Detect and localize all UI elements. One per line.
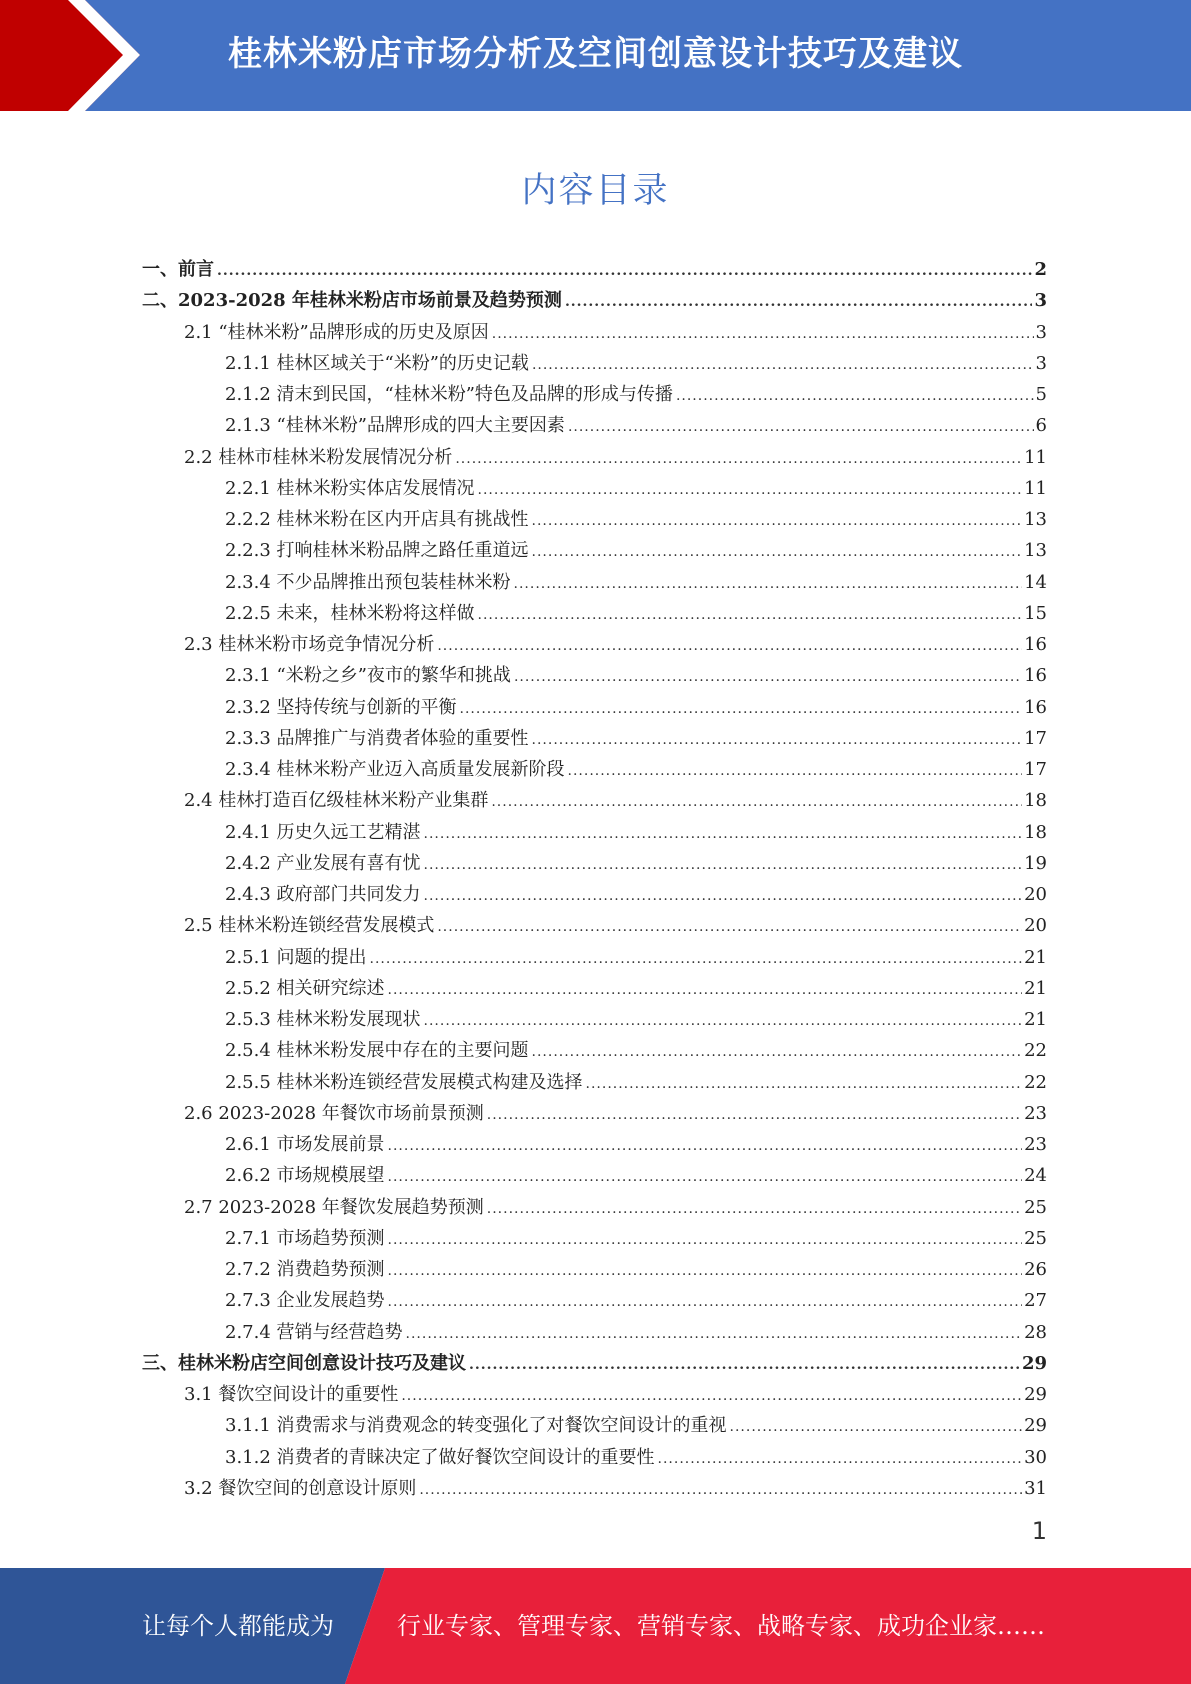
toc-entry-label: 2.3.4 不少品牌推出预包装桂林米粉 <box>225 571 511 593</box>
header-arrow-decoration <box>0 0 150 111</box>
toc-entry-label: 2.2 桂林市桂林米粉发展情况分析 <box>184 446 453 468</box>
toc-entry-label: 3.2 餐饮空间的创意设计原则 <box>184 1477 417 1499</box>
toc-entry-page: 11 <box>1024 446 1047 468</box>
toc-entry[interactable] <box>142 504 1047 535</box>
toc-entry[interactable] <box>142 973 1047 1004</box>
toc-entry[interactable] <box>142 410 1047 441</box>
toc-dot-leader <box>487 1100 1022 1129</box>
toc-entry-page: 22 <box>1024 1040 1047 1062</box>
toc-dot-leader <box>514 662 1022 691</box>
toc-dot-leader <box>514 569 1023 598</box>
toc-entry-page: 21 <box>1024 977 1047 999</box>
toc-entry-page: 26 <box>1024 1259 1047 1280</box>
toc-entry[interactable] <box>142 1035 1047 1066</box>
toc-dot-leader <box>388 1162 1023 1191</box>
toc-dot-leader <box>565 287 1033 316</box>
toc-dot-leader <box>568 756 1023 785</box>
toc-entry[interactable] <box>142 692 1047 723</box>
toc-entry-page: 18 <box>1024 790 1047 812</box>
toc-entry[interactable] <box>142 348 1047 379</box>
toc-dot-leader <box>388 1256 1023 1285</box>
toc-entry-label: 2.3.1 “米粉之乡”夜市的繁华和挑战 <box>225 665 511 687</box>
toc-entry[interactable] <box>142 1098 1047 1129</box>
toc-entry-label: 2.7.3 企业发展趋势 <box>225 1290 385 1312</box>
toc-entry-page: 27 <box>1024 1290 1047 1312</box>
toc-entry-label: 二、2023-2028 年桂林米粉店市场前景及趋势预测 <box>142 290 562 312</box>
toc-entry-label: 2.1 “桂林米粉”品牌形成的历史及原因 <box>184 321 489 343</box>
footer-slogan-left: 让每个人都能成为 <box>142 1612 334 1640</box>
toc-entry[interactable] <box>142 598 1047 629</box>
toc-entry[interactable] <box>142 442 1047 473</box>
toc-entry-label: 3.1 餐饮空间设计的重要性 <box>184 1384 399 1405</box>
toc-entry-page: 3 <box>1034 290 1047 312</box>
toc-dot-leader <box>388 1131 1023 1160</box>
toc-dot-leader <box>424 881 1023 910</box>
toc-entry-page: 11 <box>1024 477 1047 499</box>
toc-entry-label: 2.4.2 产业发展有喜有忧 <box>225 852 421 874</box>
toc-dot-leader <box>532 725 1023 754</box>
footer-banner <box>0 1568 1191 1684</box>
table-of-contents <box>142 254 1047 1504</box>
toc-entry-label: 2.3 桂林米粉市场竞争情况分析 <box>184 634 435 655</box>
toc-entry-page: 3 <box>1035 321 1047 343</box>
toc-entry-label: 2.2.5 未来，桂林米粉将这样做 <box>225 602 475 624</box>
toc-entry-page: 21 <box>1024 1009 1047 1030</box>
toc-entry-page: 29 <box>1024 1415 1047 1437</box>
toc-dot-leader <box>424 850 1023 879</box>
toc-entry[interactable] <box>142 317 1047 348</box>
footer-slogan-right: 行业专家、管理专家、营销专家、战略专家、成功企业家…… <box>397 1612 1045 1640</box>
toc-entry-page: 14 <box>1024 571 1047 593</box>
toc-dot-leader <box>419 1475 1022 1504</box>
toc-entry-label: 2.5.5 桂林米粉连锁经营发展模式构建及选择 <box>225 1071 583 1093</box>
toc-dot-leader <box>437 631 1022 660</box>
toc-entry-label: 2.3.2 坚持传统与创新的平衡 <box>225 696 457 718</box>
toc-entry-label: 2.4.1 历史久远工艺精湛 <box>225 821 421 843</box>
toc-entry[interactable] <box>142 942 1047 973</box>
page-number: 1 <box>1031 1517 1047 1545</box>
toc-dot-leader <box>406 1319 1023 1348</box>
toc-entry-page: 23 <box>1024 1134 1047 1155</box>
toc-entry-label: 2.5.1 问题的提出 <box>225 946 367 968</box>
document-title: 桂林米粉店市场分析及空间创意设计技巧及建议 <box>228 34 963 74</box>
toc-dot-leader <box>532 350 1034 379</box>
toc-entry-page: 2 <box>1034 259 1047 280</box>
toc-entry-label: 3.1.2 消费者的青睐决定了做好餐饮空间设计的重要性 <box>225 1446 655 1468</box>
toc-entry[interactable] <box>142 629 1047 660</box>
toc-entry[interactable] <box>142 285 1047 316</box>
toc-entry-label: 2.2.3 打响桂林米粉品牌之路任重道远 <box>225 540 529 562</box>
toc-entry-label: 2.6 2023-2028 年餐饮市场前景预测 <box>184 1102 484 1124</box>
toc-entry-page: 31 <box>1024 1477 1047 1499</box>
toc-dot-leader <box>388 975 1023 1004</box>
toc-entry-label: 2.4 桂林打造百亿级桂林米粉产业集群 <box>184 790 489 812</box>
toc-dot-leader <box>469 1350 1020 1379</box>
toc-entry-label: 3.1.1 消费需求与消费观念的转变强化了对餐饮空间设计的重视 <box>225 1415 727 1437</box>
toc-entry-label: 2.7 2023-2028 年餐饮发展趋势预测 <box>184 1196 484 1218</box>
toc-entry[interactable] <box>142 785 1047 816</box>
header-banner <box>0 0 1191 111</box>
toc-entry-label: 2.5.3 桂林米粉发展现状 <box>225 1009 421 1030</box>
toc-dot-leader <box>460 694 1023 723</box>
toc-entry-page: 13 <box>1024 509 1047 530</box>
toc-entry-page: 5 <box>1035 384 1047 405</box>
toc-entry-label: 2.7.1 市场趋势预测 <box>225 1227 385 1249</box>
toc-entry-page: 17 <box>1024 759 1047 780</box>
toc-entry-page: 16 <box>1024 634 1047 655</box>
toc-entry-page: 3 <box>1035 352 1047 374</box>
toc-entry[interactable] <box>142 1129 1047 1160</box>
toc-entry-label: 2.6.2 市场规模展望 <box>225 1165 385 1187</box>
toc-dot-leader <box>388 1225 1023 1254</box>
toc-entry-label: 一、前言 <box>142 259 214 280</box>
toc-entry-page: 18 <box>1024 821 1047 843</box>
toc-entry[interactable] <box>142 535 1047 566</box>
toc-dot-leader <box>532 1037 1023 1066</box>
toc-dot-leader <box>532 506 1023 535</box>
toc-title: 内容目录 <box>521 171 670 211</box>
toc-entry-page: 6 <box>1035 415 1047 437</box>
toc-entry-label: 2.5.4 桂林米粉发展中存在的主要问题 <box>225 1040 529 1062</box>
toc-entry[interactable] <box>142 660 1047 691</box>
toc-dot-leader <box>586 1069 1023 1098</box>
toc-dot-leader <box>424 819 1023 848</box>
toc-entry-page: 19 <box>1024 852 1047 874</box>
toc-entry[interactable] <box>142 1254 1047 1285</box>
toc-entry[interactable] <box>142 1410 1047 1441</box>
toc-entry-page: 22 <box>1024 1071 1047 1093</box>
toc-dot-leader <box>424 1006 1023 1035</box>
toc-dot-leader <box>676 381 1034 410</box>
toc-dot-leader <box>437 912 1022 941</box>
toc-dot-leader <box>478 475 1023 504</box>
toc-entry-page: 13 <box>1024 540 1047 562</box>
toc-entry-label: 2.7.4 营销与经营趋势 <box>225 1321 403 1343</box>
toc-entry-label: 2.2.2 桂林米粉在区内开店具有挑战性 <box>225 509 529 530</box>
toc-entry[interactable] <box>142 473 1047 504</box>
toc-dot-leader <box>658 1444 1023 1473</box>
toc-entry[interactable] <box>142 1473 1047 1504</box>
toc-dot-leader <box>217 256 1032 285</box>
toc-entry-label: 2.3.3 品牌推广与消费者体验的重要性 <box>225 727 529 749</box>
toc-entry-label: 2.1.2 清末到民国，“桂林米粉”特色及品牌的形成与传播 <box>225 384 673 405</box>
toc-entry[interactable] <box>142 254 1047 285</box>
toc-entry[interactable] <box>142 1192 1047 1223</box>
toc-entry[interactable] <box>142 817 1047 848</box>
toc-entry-page: 23 <box>1024 1102 1047 1124</box>
toc-dot-leader <box>487 1194 1022 1223</box>
toc-dot-leader <box>455 444 1022 473</box>
toc-entry-page: 17 <box>1024 727 1047 749</box>
toc-entry-page: 16 <box>1024 696 1047 718</box>
toc-entry-page: 29 <box>1021 1352 1047 1374</box>
toc-entry[interactable] <box>142 848 1047 879</box>
toc-entry[interactable] <box>142 1223 1047 1254</box>
toc-entry-page: 21 <box>1024 946 1047 968</box>
toc-entry[interactable] <box>142 754 1047 785</box>
toc-entry-label: 2.7.2 消费趋势预测 <box>225 1259 385 1280</box>
toc-entry-label: 2.4.3 政府部门共同发力 <box>225 884 421 905</box>
toc-dot-leader <box>388 1287 1023 1316</box>
toc-entry-label: 2.6.1 市场发展前景 <box>225 1134 385 1155</box>
toc-entry-page: 25 <box>1024 1227 1047 1249</box>
toc-entry-page: 25 <box>1024 1196 1047 1218</box>
toc-entry-page: 28 <box>1024 1321 1047 1343</box>
toc-dot-leader <box>568 412 1034 441</box>
toc-entry[interactable] <box>142 379 1047 410</box>
toc-entry[interactable] <box>142 910 1047 941</box>
toc-dot-leader <box>401 1381 1022 1410</box>
toc-entry-page: 24 <box>1024 1165 1047 1187</box>
toc-entry[interactable] <box>142 1067 1047 1098</box>
toc-entry[interactable] <box>142 1317 1047 1348</box>
toc-entry-label: 2.2.1 桂林米粉实体店发展情况 <box>225 477 475 499</box>
toc-entry-page: 20 <box>1024 915 1047 937</box>
toc-entry[interactable] <box>142 1285 1047 1316</box>
toc-entry-label: 2.1.1 桂林区域关于“米粉”的历史记载 <box>225 352 529 374</box>
toc-dot-leader <box>532 537 1023 566</box>
toc-entry[interactable] <box>142 1442 1047 1473</box>
toc-entry-page: 20 <box>1024 884 1047 905</box>
toc-entry-page: 30 <box>1024 1446 1047 1468</box>
toc-entry[interactable] <box>142 1379 1047 1410</box>
toc-entry-page: 15 <box>1024 602 1047 624</box>
toc-dot-leader <box>491 787 1022 816</box>
toc-entry-label: 2.1.3 “桂林米粉”品牌形成的四大主要因素 <box>225 415 565 437</box>
toc-entry[interactable] <box>142 1160 1047 1191</box>
toc-entry-label: 2.5.2 相关研究综述 <box>225 977 385 999</box>
toc-entry[interactable] <box>142 1348 1047 1379</box>
toc-entry[interactable] <box>142 1004 1047 1035</box>
toc-entry-label: 2.3.4 桂林米粉产业迈入高质量发展新阶段 <box>225 759 565 780</box>
toc-entry-page: 29 <box>1024 1384 1047 1405</box>
toc-dot-leader <box>478 600 1023 629</box>
toc-entry-label: 2.5 桂林米粉连锁经营发展模式 <box>184 915 435 937</box>
toc-dot-leader <box>370 944 1023 973</box>
toc-entry-label: 三、桂林米粉店空间创意设计技巧及建议 <box>142 1352 466 1374</box>
toc-entry[interactable] <box>142 879 1047 910</box>
toc-dot-leader <box>492 319 1034 348</box>
toc-entry[interactable] <box>142 723 1047 754</box>
toc-dot-leader <box>730 1412 1023 1441</box>
toc-entry[interactable] <box>142 567 1047 598</box>
toc-entry-page: 16 <box>1024 665 1047 687</box>
